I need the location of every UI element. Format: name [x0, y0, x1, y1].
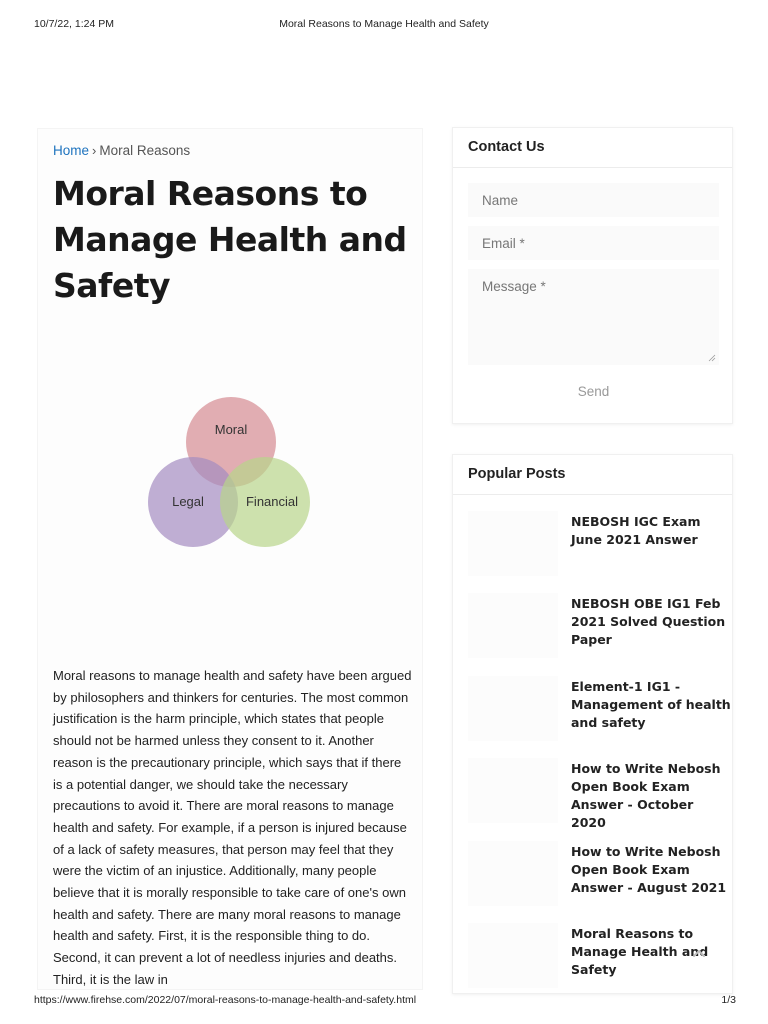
chevron-up-icon[interactable] [686, 944, 712, 962]
popular-post-item[interactable] [468, 593, 728, 661]
post-thumbnail[interactable] [468, 676, 558, 741]
popular-post-item[interactable] [468, 676, 731, 744]
post-title-link[interactable]: How to Write Nebosh Open Book Exam Answer - August 2021 [571, 844, 727, 895]
popular-post-item[interactable] [468, 758, 728, 830]
email-field[interactable]: Email * [468, 226, 719, 260]
print-footer [0, 994, 768, 1008]
article-body: Moral reasons to manage health and safety have been argued by philosophers and thinkers for centuries. The most common justification is the harm principle, which states that people should not be harmed unless they consent to it. Another reason is the precautionary principle, which says that if there is a potential danger, we should take the necessary precautions to avoid it. There are moral reasons to manage health and safety. For example, if a person is injured because of a lack of safety measures, that person may feel that they were the victim of an injustice. Additionally, many people believe that it is morally responsible to take care of one's own health and safety. There are many moral reasons to manage health and safety. First, it is the responsible thing to do. Second, it can prevent a lot of needless injuries and deaths. Third, it is the law in [53, 668, 412, 987]
contact-form-card [452, 127, 733, 424]
post-title-link[interactable]: How to Write Nebosh Open Book Exam Answer - October 2020 [571, 761, 721, 830]
post-thumbnail[interactable] [468, 511, 558, 576]
print-url: https://www.firehse.com/2022/07/moral-reasons-to-manage-health-and-safety.html [34, 994, 417, 1006]
post-thumbnail[interactable] [468, 841, 558, 906]
venn-label-legal: Legal [172, 494, 204, 509]
breadcrumb-home-link[interactable]: Home [53, 143, 90, 158]
message-placeholder: Message * [482, 279, 546, 294]
article-card [37, 128, 423, 990]
name-field[interactable]: Name [468, 183, 719, 217]
page-title: Moral Reasons to Manage Health and Safety [53, 174, 407, 305]
breadcrumb [53, 143, 190, 158]
post-thumbnail[interactable] [468, 593, 558, 658]
venn-label-financial: Financial [245, 494, 299, 509]
contact-heading: Contact Us [453, 128, 732, 168]
venn-diagram-image [148, 394, 318, 554]
popular-posts-heading: Popular Posts [453, 455, 732, 495]
message-field[interactable] [468, 269, 719, 365]
venn-label-moral: Moral [214, 422, 248, 437]
popular-post-item[interactable] [468, 841, 728, 909]
breadcrumb-current: Moral Reasons [99, 143, 191, 158]
popular-post-item[interactable] [468, 511, 728, 579]
send-button[interactable]: Send [468, 380, 719, 404]
breadcrumb-separator-icon: › [92, 143, 97, 158]
post-title-link[interactable]: NEBOSH IGC Exam June 2021 Answer [571, 514, 701, 547]
post-thumbnail[interactable] [468, 758, 558, 823]
resize-grip-icon[interactable] [708, 354, 716, 362]
print-header [0, 18, 768, 32]
post-title-link[interactable]: Moral Reasons to Manage Health and Safety [571, 926, 709, 977]
popular-posts-card [452, 454, 733, 994]
post-thumbnail[interactable] [468, 923, 558, 988]
print-document-title: Moral Reasons to Manage Health and Safety [279, 18, 489, 30]
post-title-link[interactable]: Element-1 IG1 - Management of health and safety [571, 679, 731, 730]
print-timestamp: 10/7/22, 1:24 PM [34, 18, 114, 30]
print-page-number: 1/3 [721, 994, 736, 1006]
post-title-link[interactable]: NEBOSH OBE IG1 Feb 2021 Solved Question Paper [571, 596, 726, 647]
